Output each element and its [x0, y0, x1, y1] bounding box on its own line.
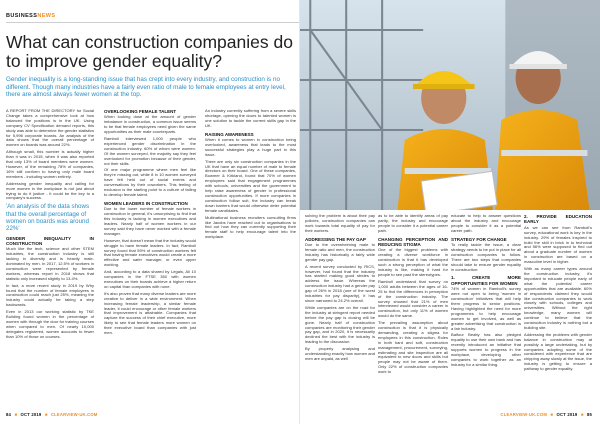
column-3	[205, 109, 296, 242]
body-paragraph: as to be able to identify areas of pay parity, the industry and encourage people to consider it a potential career path.	[378, 213, 448, 233]
body-paragraph: Although small, this number is actually higher than it was in 2015, when it was also reported that only 13% of board members were women. However, of the remaining 78% of companies, 16% still conform to having only male board members - including women entirely.	[6, 149, 94, 179]
body-paragraph: Ramboll interviewed 1,000 people who experienced gender discrimination in the construction industry. 60% of whom were women. Of the women surveyed, the majority say they feel overlooked for promotion because of their gender, not their skills.	[104, 136, 196, 166]
column-2	[104, 109, 196, 338]
subheading: RAISING AWARENESS	[205, 131, 254, 137]
body-paragraph: Due to the lower number of female workers in construction in general, it's unsurprising to find that this industry is lacking in women executives and leaders. Nearly half of women workers in our survey said they have never worked with a female manager.	[104, 206, 196, 236]
body-paragraph: solving the problem is about their pay policies, construction companies can work towards total equality of pay for their workers.	[305, 213, 375, 233]
body-paragraph: Addressing the problems with gender balance in construction may at possibly a large undertaking, but by companies adopting some of the considered with experience that are chipping away slowly at the issue, the industry is getting to ensure a pathway to gender equality.	[524, 331, 592, 372]
subheading: WOMEN LEADERS IN CONSTRUCTION	[104, 200, 188, 206]
column-4	[305, 214, 375, 364]
body-paragraph: By properly analysing and understanding exactly how women and men are unpaid, as well	[305, 346, 375, 361]
issue-date: OCT 2019	[20, 412, 42, 417]
magazine-website: CLEARVIEW-UK.COM	[50, 412, 98, 417]
subheading: ADDRESSING THE PAY GAP	[305, 236, 366, 242]
subheading: 1. CREATE MORE OPPORTUNITIES FOR WOMEN	[451, 275, 521, 286]
body-paragraph: Multinational business recruiters consulting firms like Jacobs have reached out to organisations to find out how they can currently supporting their female staff to help encourage talent into the workplace.	[205, 214, 296, 240]
article-standfirst: Gender inequality is a long-standing issue that has crept into every industry, and construction is no different. Though many industries have a fairly even ratio of male to female employees at entry level, there are almost always fewer women at the top.	[6, 76, 286, 98]
body-paragraph: As we can see from Ramboll's survey, educational work is key in the industry. 29% of females inspired to build the skill in brick in to technical and 56% were supposed to find out about a graduate number of women in construction are based on a masculine level in higher.	[524, 224, 592, 265]
body-paragraph: And, according to a data shared by Legals, All 10 companies in the FTSE 350 with women executives on their boards achieve a higher return on capital than companies with none.	[104, 269, 196, 289]
footer-separator: ■	[550, 412, 554, 417]
construction-workers-photo	[300, 0, 600, 210]
body-paragraph: Due to the overwhelming male to female ratio and men, the construction industry has historically a fairly wide gender pay gap.	[305, 242, 375, 262]
column-5	[378, 214, 448, 377]
column-1	[6, 109, 94, 342]
subheading: 2. PROVIDE EDUCATION EARLY	[524, 214, 592, 225]
issue-date: OCT 2019	[556, 412, 578, 417]
right-page	[300, 0, 600, 424]
subheading: GENDER INEQUALITY IN CONSTRUCTION	[6, 235, 94, 246]
body-paragraph: Balfour Beatty has also pledged equality to use their own bank and has recently introduced an initiative that supports women to progress in the workplace, developing other companies to work together as an industry for a similar thing.	[451, 332, 521, 367]
pull-quote: 'An analysis of the data shows that the overall percentage of women on boards was around 22%'	[6, 203, 90, 233]
page-number: 85	[586, 412, 592, 417]
subheading: STRATEGY FOR CHANGE	[451, 236, 507, 242]
page-footer-right	[501, 412, 593, 417]
body-paragraph: To really tackle the issue, a clear strategy needs to be put in place for all construction companies to follow. There are two steps that companies should take to ensure gender equality in construction:	[451, 242, 521, 272]
section-label-suffix: NEWS	[37, 13, 56, 19]
footer-separator: ■	[44, 412, 48, 417]
body-paragraph: An industry currently suffering from a severe skills shortage, opening the doors to talented women is one solution to tackle the current skills gap in the UK.	[205, 108, 296, 128]
body-paragraph: It's also proven that many diverse leaders are more creative to deliver in a wide environment. When increasing female leadership, a similar female leader, it could encourage or other female workers that improvement is attainable. Companies that capture the success of their chief executive, more likely to see that female leaders more women on their executive board than companies with just men.	[104, 290, 196, 336]
body-paragraph: While companies are on the road for the industry at stringent report needed before the pay gap is closing will be gone. Nearly half of construction companies are monitoring their gender pay gap, and in 2020, it is necessarily declined the best with the industry is leading to the discussion.	[305, 304, 375, 345]
page-footer-left	[6, 412, 98, 417]
body-paragraph: Addressing gender inequality and calling for more women in the workplace is not just about trying to do it justice - it could be the key to a company's success.	[6, 180, 94, 201]
body-paragraph: When looking dose at the amount of gender imbalance in construction, a common issue seems to be that female employees need given the same opportunities as their male counterparts.	[104, 114, 196, 135]
footer-separator: ■	[14, 412, 18, 417]
body-paragraph: Ramboll understand that survey on 1,000 adults between the ages of 16-25 to find the differences in perception of the construction industry. The survey showed that 21% of men interviewed would consider a career in construction, but only 11% of women would do the same.	[378, 278, 448, 319]
body-paragraph: Even in 2013 our working statistic by TKE Building found women in the percentage of women with through the door for training courses when compared to men. Of nearly 10,000 delegates registered, women accounts to fewer than 10% of those on courses.	[6, 309, 94, 339]
magazine-website: CLEARVIEW-UK.COM	[500, 412, 548, 417]
body-paragraph: The prevailing assumption about construction is that it is physically demanding, creating a stigma for employees in this construction. Roles in both hard and soft, construction management, procurement, surveying, estimating and site inspection are all equivalent to new doors and skills but people may not be aware of them. Only 22% of construction companies work to	[378, 320, 448, 375]
article-headline: What can construction companies do to improve gender equality?	[6, 32, 293, 71]
subheading: CHANGING PERCEPTION AND REDUCING STIGMA	[378, 236, 448, 248]
body-paragraph: Much like the tech, science and other STEM industries, the construction industry is still lacking in diversity and is heavily male-dominated by men. In 2017, 12.5% of workers in construction were represented by female workers, whereas report in 2018 shows that statistic only increased slightly to 13.4%.	[6, 246, 94, 281]
footer-separator: ■	[580, 412, 584, 417]
body-paragraph: There are only six construction companies in the UK that have an equal number of male to female directors on their board. One of these companies, Bowmer & Kirkland, found that 70% of women employees said that engagement programmes with schools, universities and the government to help raise awareness of gender in professional construction opportunities. If more companies in construction follow suit, the industry can break down barriers that would otherwise deter potential female candidates.	[205, 158, 296, 213]
body-paragraph: When it comes to women in construction being overlooked, awareness that leads to the most successful strategies play a huge part in this issue.	[205, 137, 296, 157]
body-paragraph: 74% of women in Ramboll's survey were not open to being 'women in construction' initiatives that will help them progress to senior positions. Having highlighted the need for more programmes to help encourage women to get involved, as well as greater advertising that construction is a fair industry.	[451, 286, 521, 331]
body-paragraph: A recent survey conducted by RICS, however, had found that the industry has started making good strides to address the issue. Whereas the construction industry had a gender pay gap of 26% in 2018 (one of the worst industries for pay disparity), it has since narrowed to 24.2% overall.	[305, 263, 375, 303]
body-paragraph: In fact, a more recent study in 2019 by Why found that the number of female employees in construction could reach just 25%, meaning the industry could actually be taking a step backwards.	[6, 282, 94, 308]
body-paragraph: One of the biggest problems with creating a diverse workforce in construction is that it has developed such a strong perception of what the industry is like, making it hard for people to see past the stereotypes.	[378, 247, 448, 277]
header-rule	[6, 22, 300, 23]
body-paragraph: educate to help to answer questions about the industry and encourage people to consider it as a potential career path.	[451, 213, 521, 233]
section-label	[6, 13, 55, 19]
section-label-prefix: BUSINESS	[6, 13, 38, 19]
body-paragraph: Of one major programme where men feel like they're missing out, while 8 in 10 women surveyed have felt held out of social events and conversations by their coworkers. This feeling of exclusion is the starting point to a culture of failing to develop female talent.	[104, 167, 196, 197]
page-number: 84	[6, 412, 12, 417]
column-7	[524, 214, 592, 374]
subheading: OVERLOOKING FEMALE TALENT	[104, 109, 177, 114]
body-paragraph: However, that doesn't mean that the industry would struggle to have female leaders. In fact, Ramboll survey found that 59% of construction workers felt that having female executives would create a more effective and safer manager, or even upper working.	[104, 237, 196, 268]
column-6	[451, 214, 521, 370]
body-paragraph: A REPORT FROM THE DIRECTORY for Social Change takes a comprehensive look at how balanced the positions is in the UK. Using company CV Specification demand reports, this study was able to determine the gender statistics for 5,996 corporate boards. An analysis of the data shows that the overall percentage of women on boards was around 22%.	[6, 108, 94, 148]
body-paragraph: With as many career types around the construction industry, it's important to educate people early of what the potential career opportunities that are available. 60% of respondents claimed they would like construction companies to work closely with schools, colleges and universities. Without the right knowledge, many women will continue to believe that the construction industry is nothing but a building site.	[524, 266, 592, 330]
